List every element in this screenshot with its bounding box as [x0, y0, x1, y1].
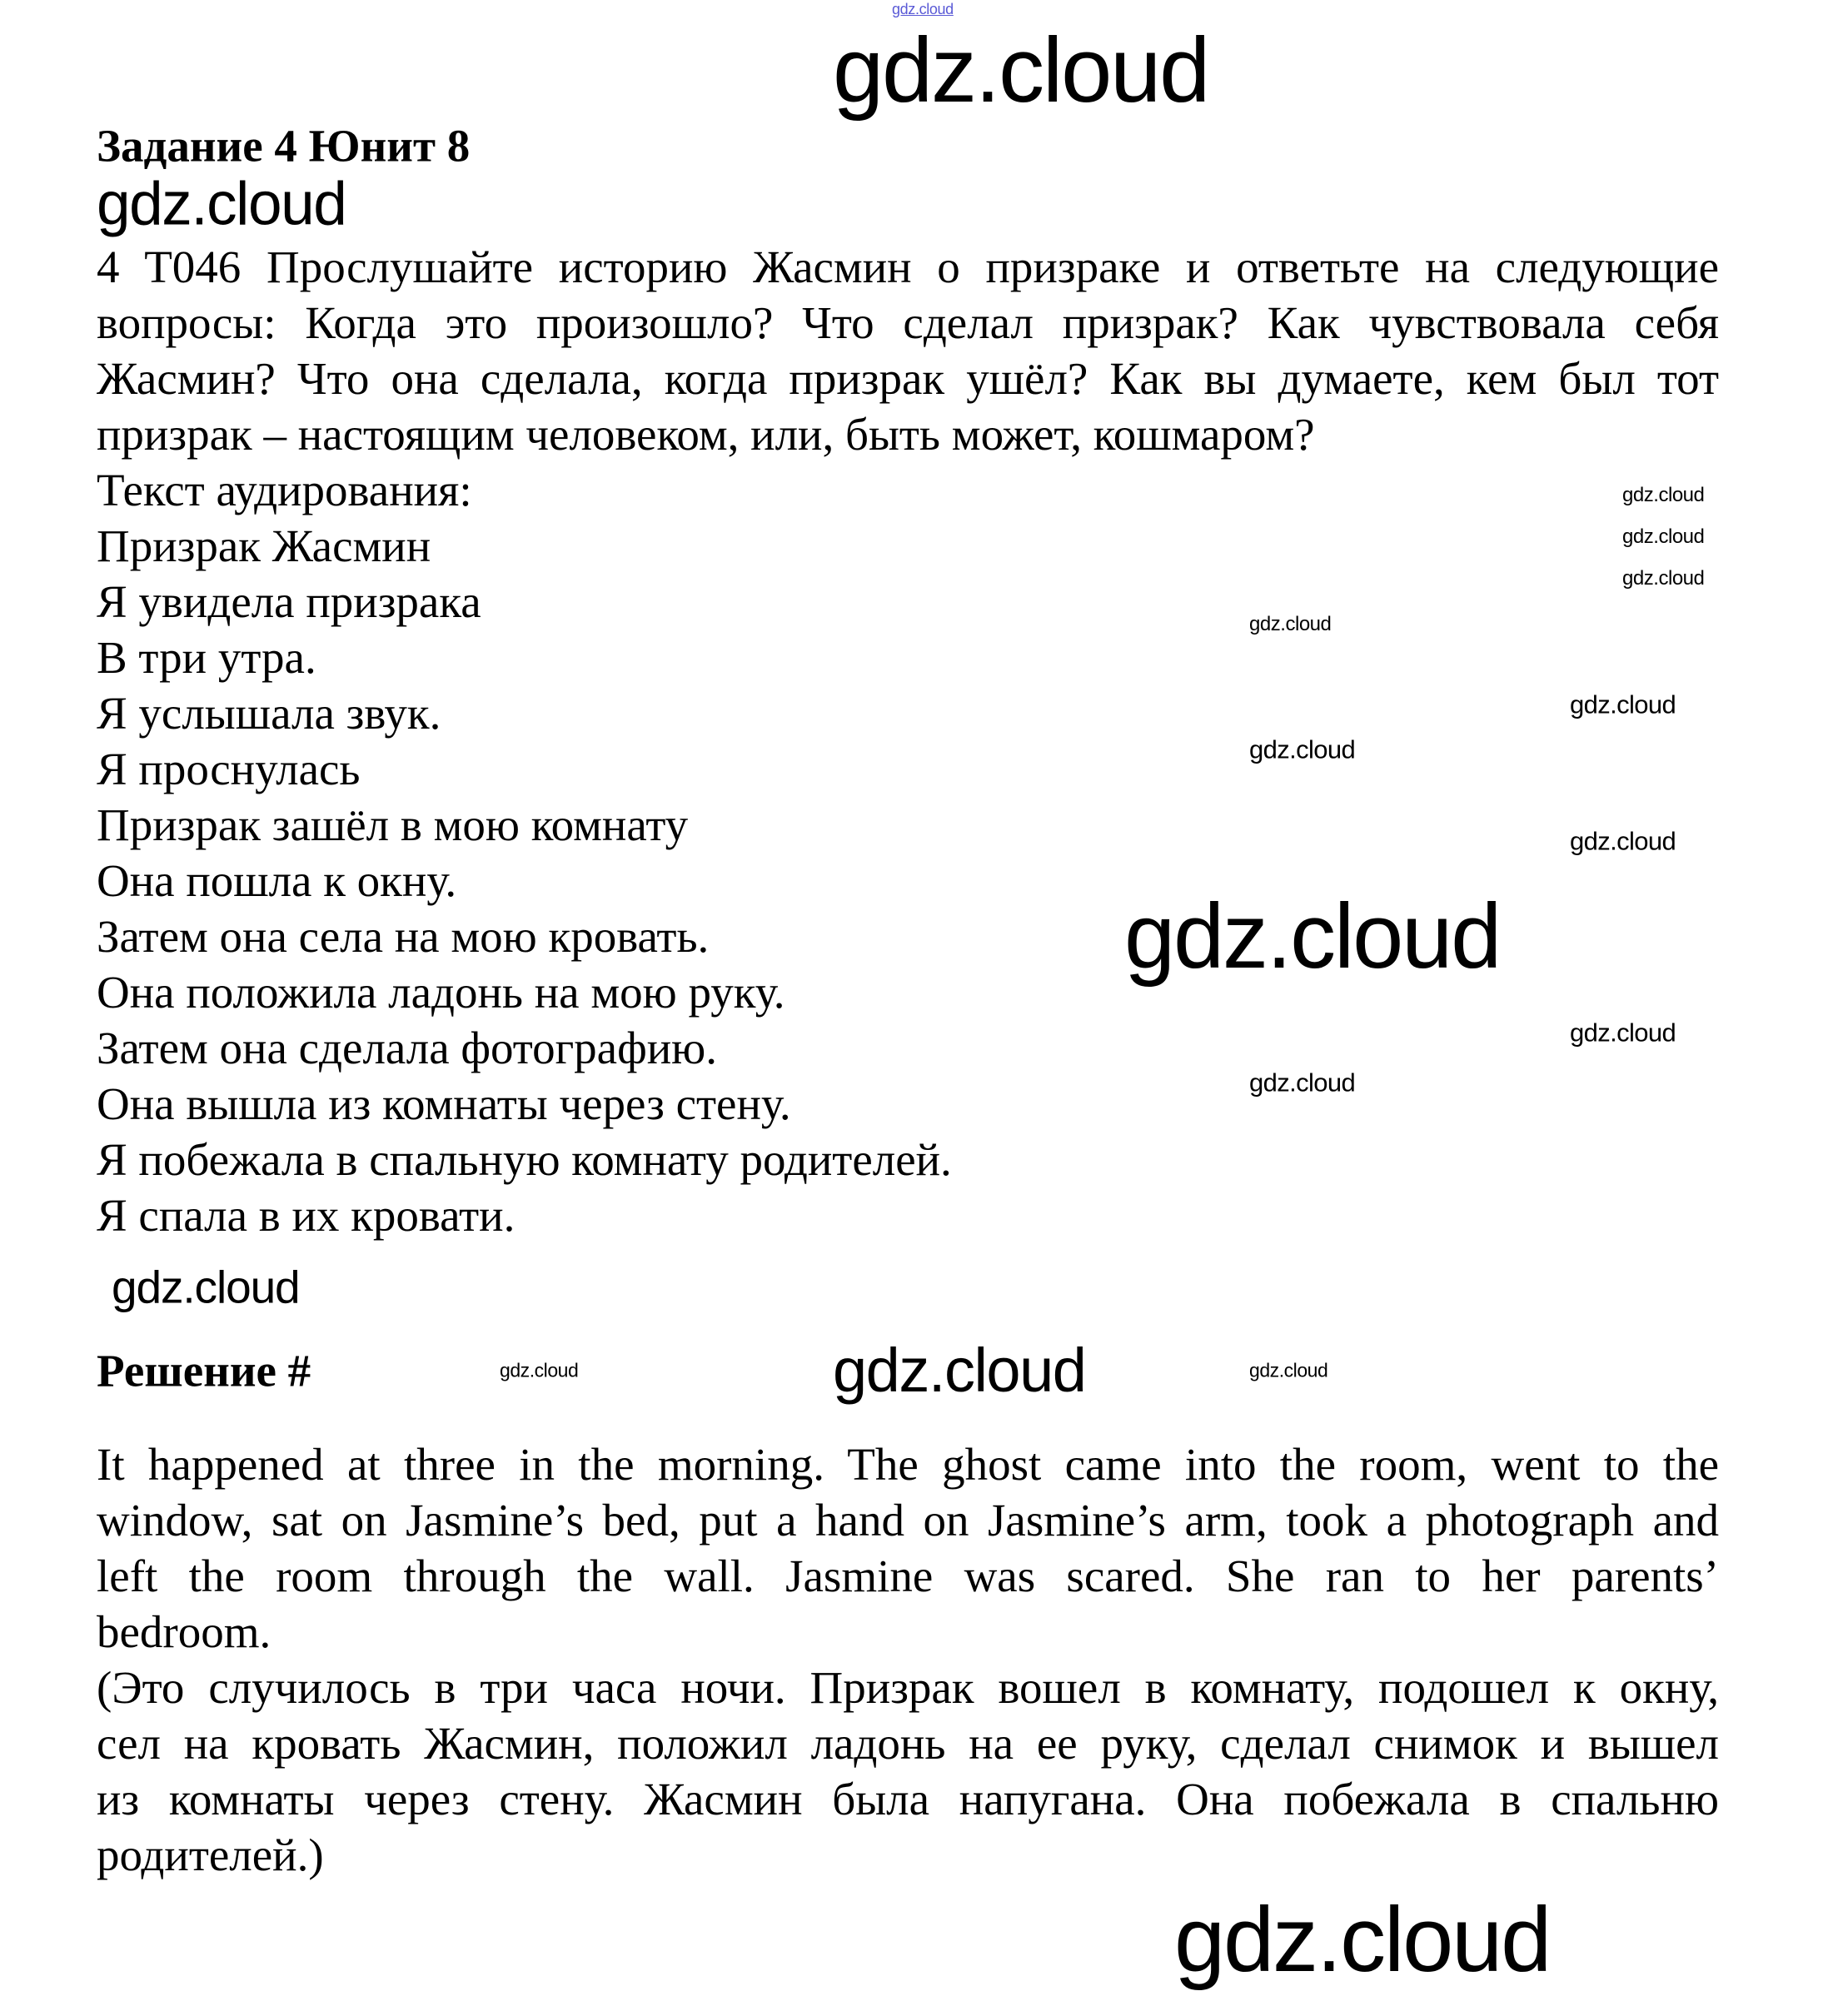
- watermark-top-link[interactable]: gdz.cloud: [892, 1, 954, 17]
- question-line: Жасмин? Что она сделала, когда призрак ушёл? Как вы думаете, кем был тот: [97, 353, 1719, 404]
- listening-line: Я увидела призрака: [97, 576, 481, 627]
- solution-english-line: bedroom.: [97, 1606, 271, 1657]
- solution-russian-line: (Это случилось в три часа ночи. Призрак вошел в комнату, подошел к окну,: [97, 1662, 1719, 1713]
- listening-line: Я спала в их кровати.: [97, 1190, 516, 1241]
- listening-title: Призрак Жасмин: [97, 520, 431, 571]
- solution-english-line: left the room through the wall. Jasmine was scared. She ran to her parents’: [97, 1550, 1719, 1601]
- question-line: призрак – настоящим человеком, или, быть может, кошмаром?: [97, 409, 1315, 460]
- question-line: вопросы: Когда это произошло? Что сделал призрак? Как чувствовала себя: [97, 297, 1719, 348]
- solution-russian-line: из комнаты через стену. Жасмин была напугана. Она побежала в спальню: [97, 1774, 1719, 1824]
- watermark: gdz.cloud: [1570, 1018, 1676, 1048]
- watermark: gdz.cloud: [97, 170, 346, 238]
- solution-english-line: It happened at three in the morning. The ghost came into the room, went to the: [97, 1439, 1719, 1490]
- watermark: gdz.cloud: [1124, 885, 1501, 988]
- watermark: gdz.cloud: [1622, 567, 1705, 590]
- watermark: gdz.cloud: [1174, 1889, 1551, 1991]
- listening-line: Призрак зашёл в мою комнату: [97, 799, 689, 850]
- listening-line: Затем она села на мою кровать.: [97, 911, 710, 962]
- watermark: gdz.cloud: [1622, 484, 1705, 506]
- watermark: gdz.cloud: [112, 1261, 300, 1313]
- listening-label: Текст аудирования:: [97, 465, 472, 515]
- listening-line: Затем она сделала фотографию.: [97, 1023, 717, 1073]
- watermark: gdz.cloud: [1249, 1068, 1356, 1098]
- solution-heading: Решение #: [97, 1345, 311, 1396]
- listening-line: Я проснулась: [97, 744, 361, 794]
- page-title: Задание 4 Юнит 8: [97, 120, 471, 172]
- listening-line: Я побежала в спальную комнату родителей.: [97, 1134, 952, 1185]
- watermark: gdz.cloud: [1622, 525, 1705, 548]
- solution-english-line: window, sat on Jasmine’s bed, put a hand on Jasmine’s arm, took a photograph and: [97, 1495, 1719, 1546]
- solution-russian-line: сел на кровать Жасмин, положил ладонь на ее руку, сделал снимок и вышел: [97, 1718, 1719, 1769]
- listening-line: Я услышала звук.: [97, 688, 441, 739]
- solution-block: [97, 1436, 1719, 1883]
- question-line: 4 T046 Прослушайте историю Жасмин о призраке и ответьте на следующие: [97, 241, 1719, 292]
- listening-line: Она положила ладонь на мою руку.: [97, 967, 785, 1018]
- listening-line: Она пошла к окну.: [97, 855, 457, 906]
- listening-line: Она вышла из комнаты через стену.: [97, 1078, 791, 1129]
- watermark: gdz.cloud: [833, 19, 1209, 122]
- watermark: gdz.cloud: [500, 1359, 579, 1381]
- watermark: gdz.cloud: [1570, 689, 1676, 719]
- watermark: gdz.cloud: [1570, 826, 1676, 856]
- listening-line: В три утра.: [97, 632, 316, 683]
- watermark: gdz.cloud: [1249, 734, 1356, 764]
- watermark: gdz.cloud: [833, 1336, 1086, 1405]
- solution-russian-line: родителей.): [97, 1829, 324, 1880]
- watermark: gdz.cloud: [1249, 1359, 1328, 1381]
- task-block: [97, 239, 1719, 1243]
- watermark: gdz.cloud: [1249, 613, 1332, 635]
